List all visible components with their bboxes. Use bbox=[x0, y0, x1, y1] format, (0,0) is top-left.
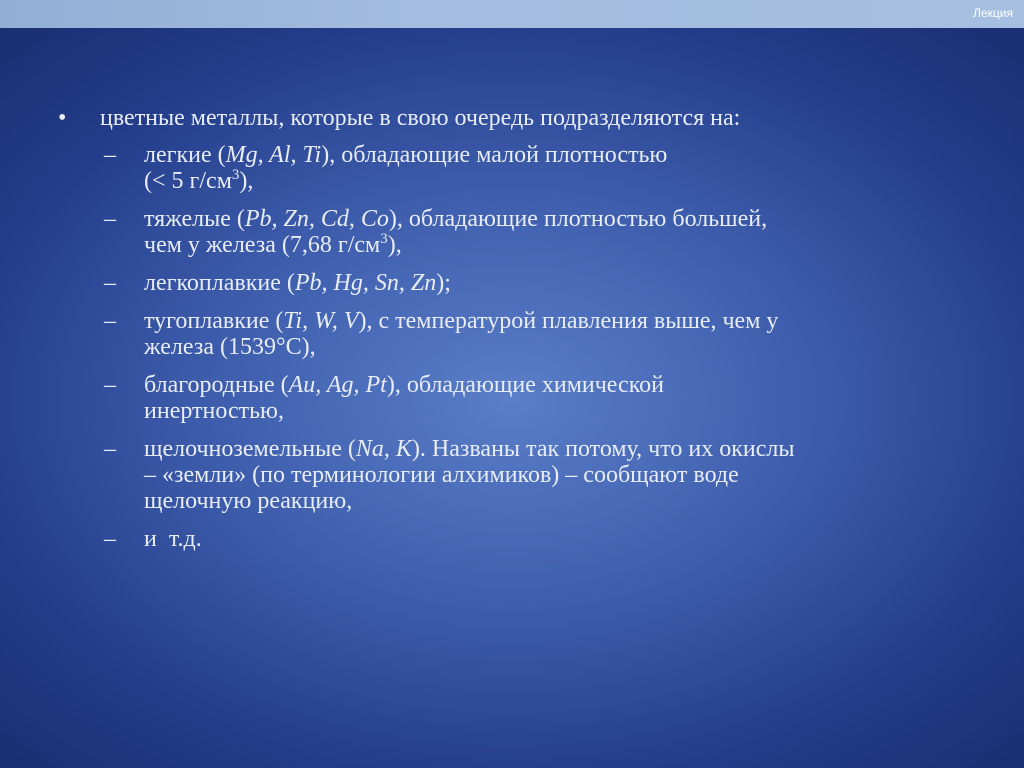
list-item-text: щелочноземельные (Na, K). Названы так потому, что их окислы – «земли» (по терминологии алхимиков) – сообщают воде щелочную реакцию, bbox=[144, 436, 795, 514]
slide-content bbox=[58, 104, 978, 564]
dash-icon: – bbox=[104, 270, 116, 296]
bullet-icon: • bbox=[58, 105, 67, 131]
main-bullet-text: цветные металлы, которые в свою очередь подразделяются на: bbox=[100, 105, 741, 131]
list-item bbox=[104, 206, 978, 258]
header-bar bbox=[0, 0, 1024, 28]
sub-list bbox=[104, 142, 978, 552]
dash-icon: – bbox=[104, 526, 116, 552]
list-item bbox=[104, 436, 978, 514]
dash-icon: – bbox=[104, 206, 116, 232]
list-item bbox=[104, 270, 978, 296]
lecture-label: Лекция bbox=[973, 6, 1013, 20]
dash-icon: – bbox=[104, 372, 116, 398]
list-item-text: тугоплавкие (Ti, W, V), с температурой плавления выше, чем у железа (1539°С), bbox=[144, 308, 779, 360]
list-item bbox=[104, 308, 978, 360]
dash-icon: – bbox=[104, 308, 116, 334]
dash-icon: – bbox=[104, 436, 116, 462]
list-item-text: тяжелые (Pb, Zn, Cd, Co), обладающие плотностью большей, чем у железа (7,68 $г/см^3$), bbox=[144, 206, 768, 258]
list-item-text: и т.д. bbox=[144, 526, 202, 552]
list-item-text: благородные (Au, Ag, Pt), обладающие химической инертностью, bbox=[144, 372, 664, 424]
list-item bbox=[104, 142, 978, 194]
list-item bbox=[104, 372, 978, 424]
main-bullet bbox=[58, 104, 978, 132]
list-item-text: легкие (Mg, Al, Ti), обладающие малой плотностью (< 5 $г/см^3$), bbox=[144, 142, 668, 194]
dash-icon: – bbox=[104, 142, 116, 168]
list-item-text: легкоплавкие (Pb, Hg, Sn, Zn); bbox=[144, 270, 451, 296]
list-item bbox=[104, 526, 978, 552]
